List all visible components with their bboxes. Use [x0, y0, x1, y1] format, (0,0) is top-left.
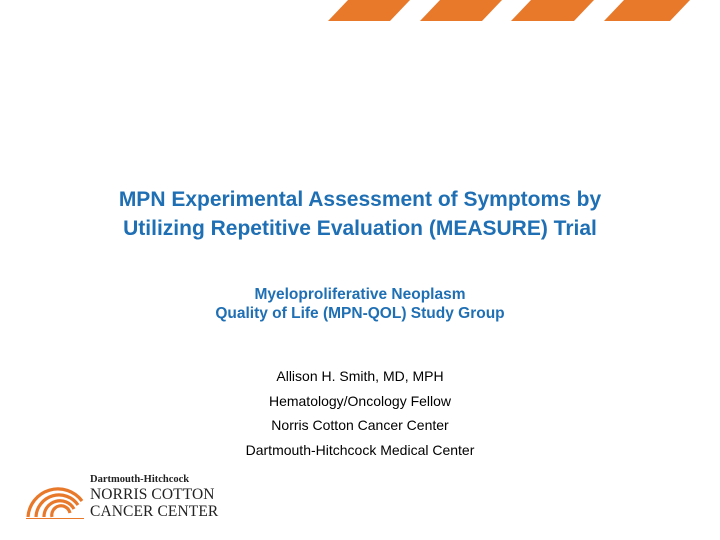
slide-subtitle	[40, 285, 680, 323]
author-role: Hematology/Oncology Fellow	[268, 392, 452, 409]
norris-cotton-logo	[24, 470, 244, 522]
slide-title-line-1: MPN Experimental Assessment of Symptoms by	[118, 188, 602, 211]
logo-text	[90, 473, 218, 520]
author-center: Norris Cotton Cancer Center	[271, 417, 449, 433]
decorative-top-stripes	[0, 0, 720, 22]
author-name: Allison H. Smith, MD, MPH	[276, 368, 444, 384]
logo-line-3: CANCER CENTER	[90, 503, 219, 520]
slide-subtitle-line-1: Myeloproliferative Neoplasm	[254, 286, 466, 303]
logo-line-2: NORRIS COTTON	[90, 486, 215, 503]
author-institution: Dartmouth-Hitchcock Medical Center	[245, 441, 475, 458]
logo-line-1: Dartmouth-Hitchcock	[90, 474, 190, 485]
slide-title-line-2: Utilizing Repetitive Evaluation (MEASURE) Trial	[123, 217, 597, 240]
author-block	[40, 364, 680, 462]
slide-title	[40, 185, 680, 243]
slide-subtitle-line-2: Quality of Life (MPN-QOL) Study Group	[215, 305, 505, 322]
sunrise-arcs-icon	[24, 473, 86, 519]
